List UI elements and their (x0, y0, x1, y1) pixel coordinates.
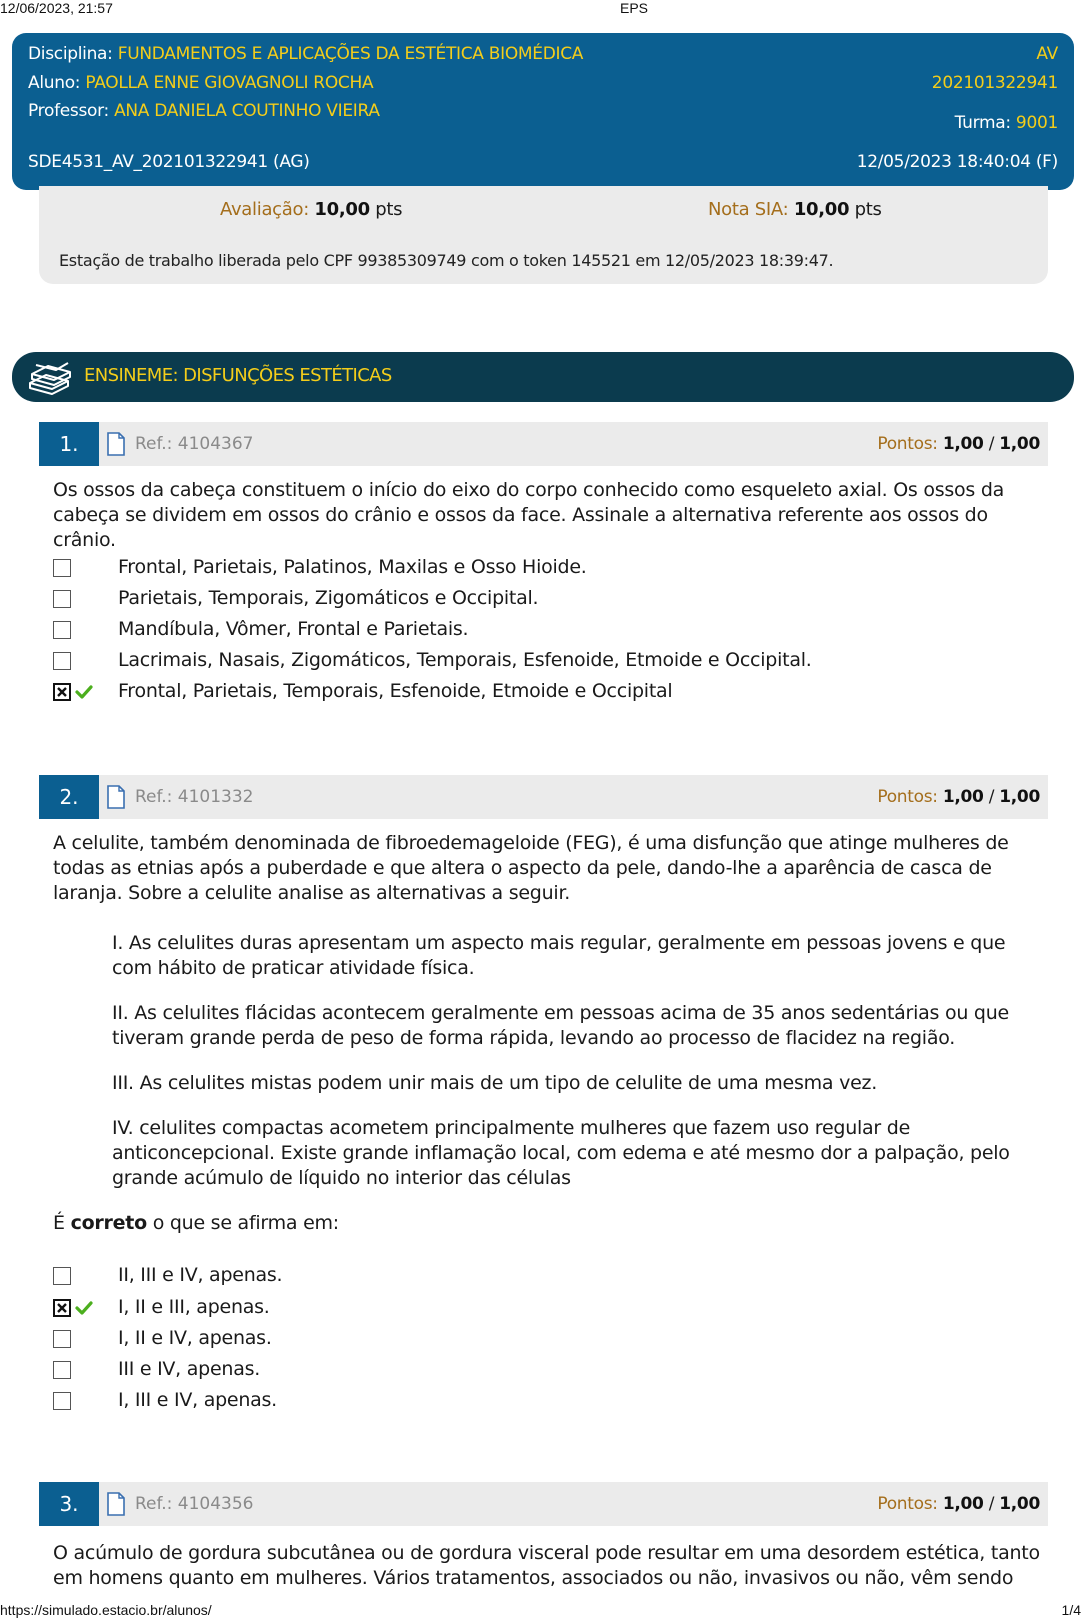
checkbox-unchecked[interactable] (53, 1392, 71, 1410)
professor-value: ANA DANIELA COUTINHO VIEIRA (114, 101, 380, 121)
checkbox-unchecked[interactable] (53, 621, 71, 639)
question-2-option-c[interactable] (53, 1327, 1033, 1357)
question-1-header (39, 422, 1048, 466)
checkbox-unchecked[interactable] (53, 1267, 71, 1285)
option-text: Frontal, Parietais, Temporais, Esfenoide, Etmoide e Occipital (118, 680, 673, 702)
aluno-row (28, 73, 373, 93)
question-ref: Ref.: 4104367 (135, 434, 254, 454)
statement-4: IV. celulites compactas acometem principalmente mulheres que fazem uso regular de anticoncepcional. Existe grande inflamação local, com edema e até mesmo dor a palpação, pelo grande acúmulo de líquido no interior das células (112, 1117, 1010, 1189)
x-mark-icon (56, 1302, 68, 1314)
exam-timestamp: 12/05/2023 18:40:04 (F) (856, 152, 1058, 172)
question-points (877, 434, 1040, 454)
points-earned: 1,00 (942, 787, 984, 807)
disciplina-row (28, 44, 583, 64)
question-number: 3. (39, 1482, 99, 1526)
x-mark-icon (56, 686, 68, 698)
print-footer (0, 1602, 1085, 1622)
question-1-option-e[interactable] (53, 680, 1033, 710)
option-text: I, II e III, apenas. (118, 1296, 270, 1318)
question-1-option-a[interactable] (53, 556, 1033, 586)
prompt-suffix: o que se afirma em: (152, 1212, 339, 1234)
question-points (877, 787, 1040, 807)
professor-label: Professor: (28, 101, 109, 121)
checkbox-unchecked[interactable] (53, 559, 71, 577)
correct-check-icon (75, 684, 93, 700)
option-text: Parietais, Temporais, Zigomáticos e Occipital. (118, 587, 539, 609)
points-max: 1,00 (999, 1494, 1040, 1514)
option-text: I, II e IV, apenas. (118, 1327, 272, 1349)
option-text: Lacrimais, Nasais, Zigomáticos, Temporais, Esfenoide, Etmoide e Occipital. (118, 649, 812, 671)
points-label: Pontos: (877, 434, 938, 454)
disciplina-label: Disciplina: (28, 44, 113, 64)
question-ref: Ref.: 4104356 (135, 1494, 254, 1514)
statement-3: III. As celulites mistas podem unir mais de um tipo de celulite de uma mesma vez. (112, 1072, 878, 1094)
matricula-value: 202101322941 (931, 73, 1058, 93)
avaliacao-unit: pts (375, 199, 403, 220)
question-3-text: O acúmulo de gordura subcutânea ou de gordura visceral pode resultar em uma desordem estética, tanto em homens quanto em mulheres. Vários tratamentos, associados ou não, invasivos ou não, vêm sendo (53, 1542, 1040, 1589)
question-points (877, 1494, 1040, 1514)
points-label: Pontos: (877, 787, 938, 807)
question-2-option-d[interactable] (53, 1358, 1033, 1388)
books-icon (26, 359, 72, 395)
checkbox-unchecked[interactable] (53, 590, 71, 608)
question-2-header (39, 775, 1048, 819)
question-2-option-b[interactable] (53, 1296, 1033, 1326)
option-text: I, III e IV, apenas. (118, 1389, 277, 1411)
question-1-text: Os ossos da cabeça constituem o início do eixo do corpo conhecido como esqueleto axial. Os ossos da cabeça se dividem em ossos do crânio e ossos da face. Assinale a alternativa referente aos ossos do crânio. (53, 479, 1005, 551)
section-title: ENSINEME: DISFUNÇÕES ESTÉTICAS (84, 365, 392, 386)
checkbox-checked[interactable] (53, 683, 71, 701)
question-3-header (39, 1482, 1048, 1526)
points-label: Pontos: (877, 1494, 938, 1514)
statement-1: I. As celulites duras apresentam um aspecto mais regular, geralmente em pessoas jovens e que com hábito de praticar atividade física. (112, 932, 1006, 979)
question-2-option-e[interactable] (53, 1389, 1033, 1419)
evaluation-card (39, 186, 1048, 284)
question-1-option-c[interactable] (53, 618, 1033, 648)
turma-label: Turma: (954, 113, 1011, 133)
question-number: 2. (39, 775, 99, 819)
points-max: 1,00 (999, 434, 1040, 454)
nota-sia-label: Nota SIA: (708, 199, 789, 220)
exam-header-card (12, 33, 1074, 190)
exam-code: SDE4531_AV_202101322941 (AG) (28, 152, 310, 172)
option-text: Mandíbula, Vômer, Frontal e Parietais. (118, 618, 469, 640)
aluno-label: Aluno: (28, 73, 81, 93)
points-separator: / (988, 787, 995, 807)
prompt-prefix: É (53, 1212, 65, 1234)
prompt-emphasis: correto (70, 1212, 147, 1234)
document-icon[interactable] (107, 1492, 125, 1516)
professor-row (28, 101, 380, 121)
points-earned: 1,00 (942, 1494, 984, 1514)
option-text: Frontal, Parietais, Palatinos, Maxilas e Osso Hioide. (118, 556, 587, 578)
question-1-option-d[interactable] (53, 649, 1033, 679)
nota-sia-unit: pts (854, 199, 882, 220)
question-ref: Ref.: 4101332 (135, 787, 254, 807)
exam-type: AV (1036, 44, 1058, 64)
option-text: III e IV, apenas. (118, 1358, 261, 1380)
question-2-option-a[interactable] (53, 1264, 1033, 1294)
print-header (0, 0, 1085, 18)
aluno-value: PAOLLA ENNE GIOVAGNOLI ROCHA (85, 73, 374, 93)
question-number: 1. (39, 422, 99, 466)
option-text: II, III e IV, apenas. (118, 1264, 283, 1286)
turma-value: 9001 (1015, 113, 1058, 133)
question-2-text: A celulite, também denominada de fibroedemageloide (FEG), é uma disfunção que atinge mulheres de todas as etnias após a puberdade e que altera o aspecto da pele, dando-lhe a aparência de casca de laranja. Sobre a celulite analise as alternativas a seguir. (53, 832, 1009, 904)
points-separator: / (988, 1494, 995, 1514)
checkbox-unchecked[interactable] (53, 652, 71, 670)
avaliacao-label: Avaliação: (220, 199, 309, 220)
checkbox-unchecked[interactable] (53, 1361, 71, 1379)
print-datetime: 12/06/2023, 21:57 (0, 0, 113, 16)
question-1-option-b[interactable] (53, 587, 1033, 617)
document-icon[interactable] (107, 785, 125, 809)
print-page-number: 1/4 (1061, 1602, 1081, 1618)
nota-sia-score (708, 199, 882, 220)
document-icon[interactable] (107, 432, 125, 456)
nota-sia-value: 10,00 (793, 199, 850, 220)
section-header (12, 352, 1074, 402)
correct-check-icon (75, 1300, 93, 1316)
avaliacao-value: 10,00 (314, 199, 370, 220)
avaliacao-score (220, 199, 402, 220)
print-site-title: EPS (620, 0, 649, 16)
print-url: https://simulado.estacio.br/alunos/ (0, 1602, 212, 1618)
points-earned: 1,00 (942, 434, 984, 454)
question-2-prompt (53, 1212, 339, 1234)
checkbox-checked[interactable] (53, 1299, 71, 1317)
turma-row (955, 113, 1058, 133)
points-separator: / (988, 434, 995, 454)
disciplina-value: FUNDAMENTOS E APLICAÇÕES DA ESTÉTICA BIOMÉDICA (117, 44, 584, 64)
statement-2: II. As celulites flácidas acontecem geralmente em pessoas acima de 35 anos sedentárias ou que tiveram grande perda de peso de forma rápida, levando ao processo de flacidez na região. (112, 1002, 1009, 1049)
points-max: 1,00 (999, 787, 1040, 807)
checkbox-unchecked[interactable] (53, 1330, 71, 1348)
workstation-note: Estação de trabalho liberada pelo CPF 99385309749 com o token 145521 em 12/05/2023 18:39:47. (59, 251, 834, 270)
